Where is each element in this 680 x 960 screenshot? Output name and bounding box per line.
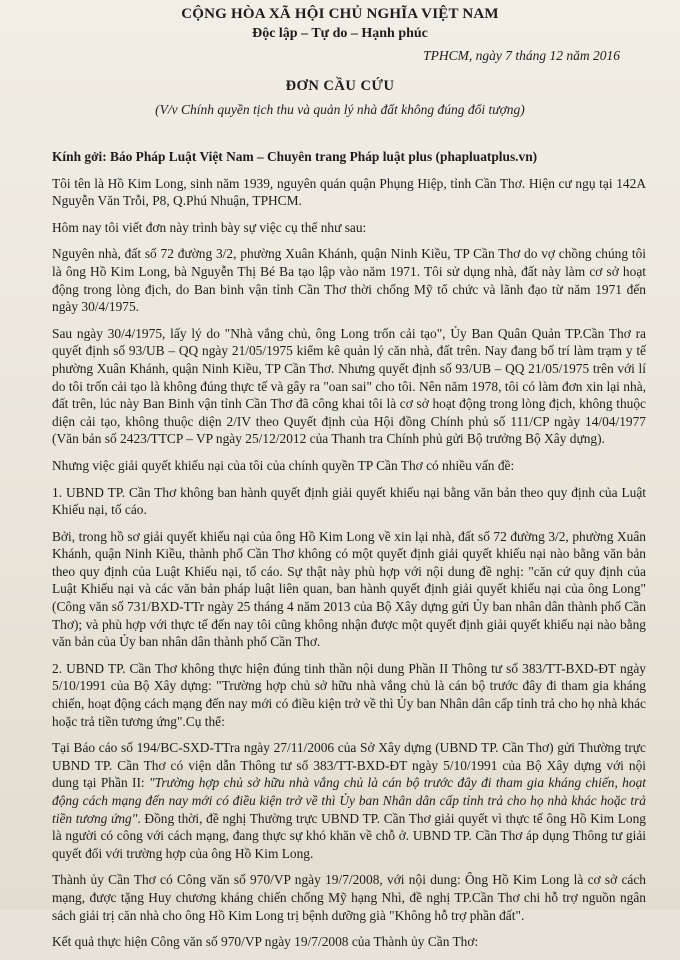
document-subject: (V/v Chính quyền tịch thu và quản lý nhà đất không đúng đối tượng) (155, 102, 525, 117)
paragraph-purpose: Hôm nay tôi viết đơn này trình bày sự việc cụ thể như sau: (52, 219, 367, 235)
report-tail: . Đồng thời, đề nghị Thường trực UBND TP. Cần Thơ giải quyết vì thực tế ông Hồ Kim Long là người có công với cách mạng, đang thực sự khó khăn về chỗ ở. UBND TP. Cần Thơ áp dụng Thông tư giải quyết đối với trường hợp của ông Hồ Kim Long. (52, 810, 647, 861)
paragraph-origin: Nguyên nhà, đất số 72 đường 3/2, phường Xuân Khánh, quận Ninh Kiều, TP Cần Thơ do vợ chồng chúng tôi là ông Hồ Kim Long, bà Nguyễn Thị Bé Ba tạo lập vào năm 1971. Tôi sử dụng nhà, đất này làm cơ sở hoạt động trong lòng địch, do Ban binh vận tỉnh Cần Thơ thời chống Mỹ tổ chức và lãnh đạo từ năm 1971 đến ngày 30/4/1975. (52, 246, 646, 315)
paragraph-result: Kết quả thực hiện Công văn số 970/VP ngày 19/7/2008 của Thành ủy Cần Thơ: (52, 934, 479, 950)
document-date: TPHCM, ngày 7 tháng 12 năm 2016 (423, 48, 620, 63)
paragraph-report-194 (52, 739, 646, 862)
paragraph-dispatch-970: Thành ủy Cần Thơ có Công văn số 970/VP ngày 19/7/2008, với nội dung: Ông Hồ Kim Long là cơ sở cách mạng, được tặng Huy chương kháng chiến chống Mỹ hạng Nhì, đề nghị TP.Cần Thơ chi hỗ trợ nguồn ngân sách giải trị căn nhà cho ông Hồ Kim Long trị bệnh dưỡng già "Không hỗ trợ phần đất". (52, 872, 646, 923)
paragraph-point-1: 1. UBND TP. Cần Thơ không ban hành quyết định giải quyết khiếu nại bằng văn bản theo quy định của Luật Khiếu nại, tố cáo. (52, 484, 646, 518)
national-title: CỘNG HÒA XÃ HỘI CHỦ NGHĨA VIỆT NAM (181, 6, 499, 22)
addressee: Kính gởi: Báo Pháp Luật Việt Nam – Chuyên trang Pháp luật plus (phapluatplus.vn) (52, 149, 538, 164)
paragraph-confiscation: Sau ngày 30/4/1975, lấy lý do "Nhà vắng chủ, ông Long trốn cải tạo", Ủy Ban Quân Quản TP.Cần Thơ ra quyết định số 93/UB – QQ ngày 21/05/1975 kiểm kê quản lý căn nhà, đất trên. Nay đang bố trí làm trạm y tế phường Xuân Khánh, quận Ninh Kiều, TP Cần Thơ. Nhưng quyết định số 93/UB – QQ 21/05/1975 trên với lí do tôi trốn cải tạo là không đúng thực tế và gây ra "oan sai" cho tôi. Nên năm 1978, tôi có làm đơn xin lại nhà, đất trên, lúc này Ban Binh vận tỉnh Cần Thơ đã công khai tôi là cơ sở hoạt động trong lòng địch, không thuộc diện cải tạo, không thuộc diện 2/IV theo Quyết định của Hội đồng Chính phủ số 111/CP ngày 14/04/1977 (Văn bản số 2423/TTCP – VP ngày 25/12/2012 của Thanh tra Chính phủ gửi Bộ trưởng Bộ Xây dựng). (52, 325, 646, 447)
paragraph-point-2: 2. UBND TP. Cần Thơ không thực hiện đúng tinh thần nội dung Phần II Thông tư số 383/TT-BXD-ĐT ngày 5/10/1991 của Bộ Xây dựng: "Trường hợp chủ sở hữu nhà vắng chủ là cán bộ trước đây đi tham gia kháng chiến, hoạt động cách mạng đến nay mới có điều kiện trở về thì Ủy ban Nhân dân cấp tỉnh trả cho họ nhà khác hoặc trả tiền tương ứng".Cụ thể: (52, 660, 646, 729)
report-quote: "Trường hợp chủ sở hữu nhà vắng chủ là cán bộ trước đây đi tham gia kháng chiến, hoạt động cách mạng đến nay mới có điều kiện trở về thì Ủy ban Nhân dân cấp tỉnh trả cho họ nhà khác hoặc trả tiền tương ứng" (52, 775, 646, 826)
paragraph-point-1-detail: Bởi, trong hồ sơ giải quyết khiếu nại của ông Hồ Kim Long về xin lại nhà, đất số 72 đường 3/2, phường Xuân Khánh, quận Ninh Kiều, thành phố Cần Thơ không có một quyết định giải quyết khiếu nại nào bằng văn bản theo quy định của Luật Khiếu nại, tố cáo. Sự thật này phù hợp với nội dung đề nghị: "căn cứ quy định của Luật Khiếu nại và các văn bản pháp luật liên quan, ban hành quyết định giải quyết khiếu nại của ông Long" (Công văn số 731/BXD-TTr ngày 25 tháng 4 năm 2013 của Bộ Xây dựng gửi Ủy ban nhân dân thành phố Cần Thơ); và phù hợp với thực tế đến nay tôi cũng không nhận được một quyết định giải quyết khiếu nại nào bằng văn bản của Ủy ban nhân dân thành phố Cần Thơ. (52, 528, 646, 650)
national-motto: Độc lập – Tự do – Hạnh phúc (252, 26, 428, 41)
report-lead: Tại Báo cáo số 194/BC-SXD-TTra ngày 27/11/2006 của Sở Xây dựng (UBND TP. Cần Thơ) gửi Thường trực UBND TP. Cần Thơ có viện dẫn Thông tư số 383/TT-BXD-ĐT ngày 5/10/1991 của Bộ Xây dựng với nội dung tại Phần II: (52, 740, 646, 791)
paragraph-issues: Nhưng việc giải quyết khiếu nại của tôi của chính quyền TP Cần Thơ có nhiều vấn đề: (52, 457, 515, 473)
document-body (52, 148, 646, 960)
document-title: ĐƠN CẦU CỨU (285, 78, 395, 94)
paragraph-intro: Tôi tên là Hồ Kim Long, sinh năm 1939, nguyên quán quận Phụng Hiệp, tỉnh Cần Thơ. Hiện cư ngụ tại 142A Nguyễn Văn Trỗi, P8, Q.Phú Nhuận, TPHCM. (52, 175, 646, 209)
